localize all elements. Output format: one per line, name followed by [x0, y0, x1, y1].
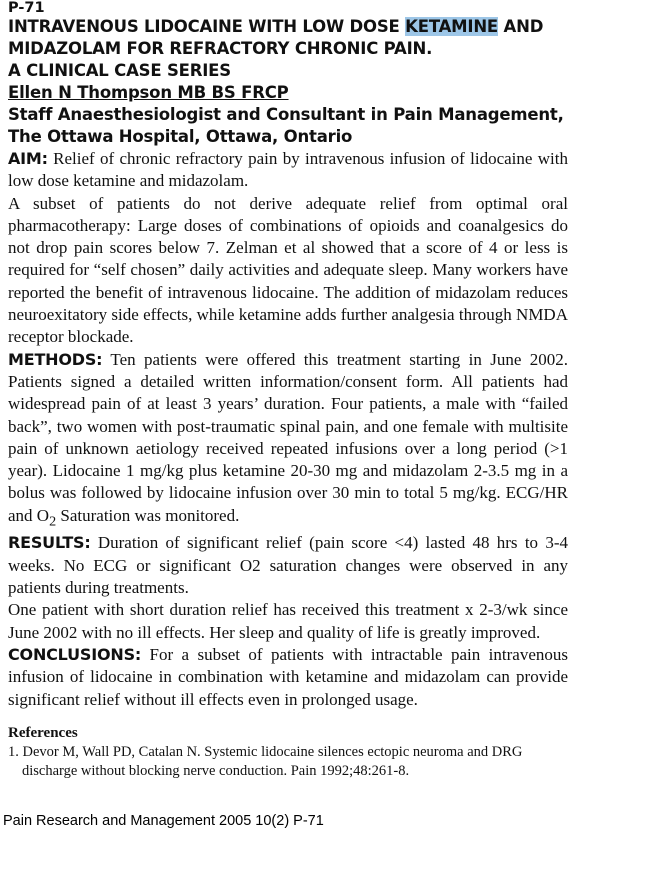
title-line-3: A CLINICAL CASE SERIES [8, 61, 231, 80]
methods-text: Ten patients were offered this treatment starting in June 2002. Patients signed a detailed written information/consent form. All patients had widespread pain of at least 3 years’ duration. Four patients, a male with “failed back”, two women with post-traumatic spinal pain, and one female with multisite pain of unknown aetiology received repeated infusions over a long period (>1 year). Lidocaine 1 mg/kg plus ketamine 20-30 mg and midazolam 2-3.5 mg in a bolus was followed by lidocaine infusion over 30 min to total 5 mg/kg. ECG/HR and O [8, 349, 568, 525]
methods-label: METHODS: [8, 349, 103, 369]
author-name: Ellen N Thompson MB BS FRCP [8, 83, 289, 102]
title-line-1-end: AND [498, 17, 544, 36]
results-label: RESULTS: [8, 533, 91, 553]
aim-label: AIM: [8, 149, 48, 168]
journal-footer: Pain Research and Management 2005 10(2) P-71 [3, 813, 324, 829]
references-heading: References [8, 724, 78, 741]
affiliation [8, 104, 568, 148]
abstract-title [8, 16, 568, 82]
results-case-paragraph: One patient with short duration relief has received this treatment x 2-3/wk since June 2002 with no ill effects. Her sleep and quality of life is greatly improved. [8, 600, 568, 642]
methods-paragraph [8, 349, 568, 533]
methods-text-end: Saturation was monitored. [56, 505, 240, 525]
affiliation-line-2: The Ottawa Hospital, Ottawa, Ontario [8, 127, 353, 146]
highlighted-search-term: KETAMINE [405, 17, 498, 36]
conclusions-text: For a subset of patients with intractable pain intravenous infusion of lidocaine in combination with ketamine and midazolam can provide significant relief without ill effects even in prolonged usage. [8, 644, 568, 709]
aim-background-paragraph: A subset of patients do not derive adequate relief from optimal oral pharmacotherapy: Large doses of combinations of opioids and coanalgesics do not drop pain scores below 7. Zelman et al showed that a score of 4 or less is required for “self chosen” daily activities and adequate sleep. Many workers have reported the benefit of intravenous lidocaine. The addition of midazolam reduces neuroexitatory side effects, while ketamine adds further analgesia through NMDA receptor blockade. [8, 193, 568, 347]
conclusions-label: CONCLUSIONS: [8, 644, 142, 664]
abstract-page [8, 0, 568, 782]
poster-code: P-71 [8, 0, 45, 16]
affiliation-line-1: Staff Anaesthesiologist and Consultant in Pain Management, [8, 105, 564, 124]
aim-paragraph [8, 148, 568, 193]
title-line-2: MIDAZOLAM FOR REFRACTORY CHRONIC PAIN. [8, 39, 433, 58]
title-line-1 [8, 16, 568, 38]
reference-item: 1. Devor M, Wall PD, Catalan N. Systemic lidocaine silences ectopic neuroma and DRG discharge without blocking nerve conduction. Pain 1992;48:261-8. [8, 743, 523, 780]
conclusions-paragraph [8, 644, 568, 711]
results-paragraph [8, 532, 568, 599]
aim-text: Relief of chronic refractory pain by intravenous infusion of lidocaine with low dose ketamine and midazolam. [8, 149, 568, 191]
oxygen-subscript: 2 [49, 513, 57, 530]
title-line-1-start: INTRAVENOUS LIDOCAINE WITH LOW DOSE [8, 17, 406, 36]
results-text: Duration of significant relief (pain score <4) lasted 48 hrs to 3-4 weeks. No ECG or significant O2 saturation changes were observed in any patients during treatments. [8, 533, 568, 598]
